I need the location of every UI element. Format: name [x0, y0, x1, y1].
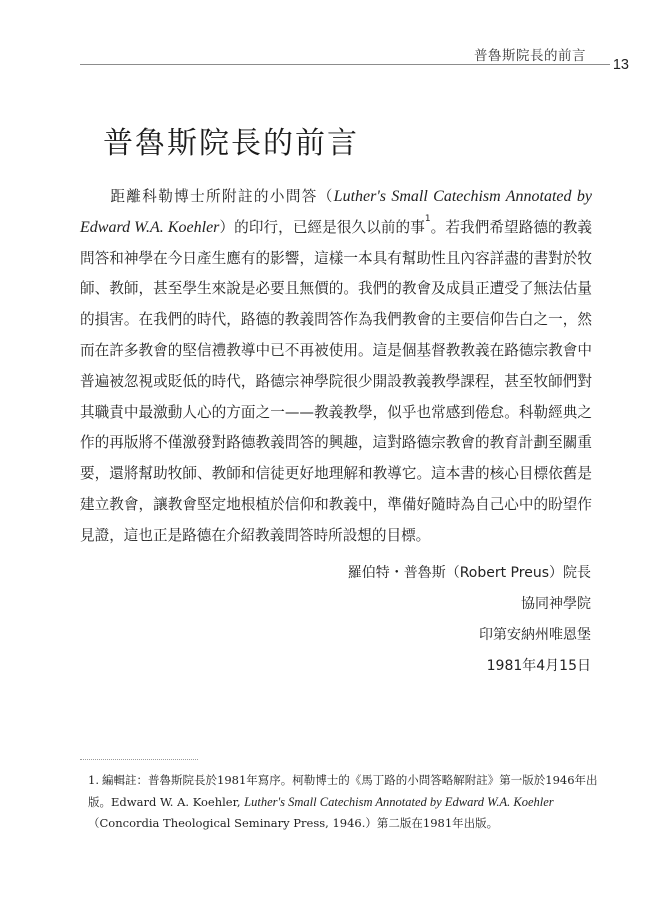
- footnote-book-title-italic: Luther's Small Catechism Annotated by Edward W.A. Koehler: [244, 794, 554, 809]
- running-header-title: 普魯斯院長的前言: [474, 48, 586, 64]
- footnote-text-part-1: 編輯註：普魯斯院長於1981年寫序。柯勒博士的《馬丁路的小問答略解附註》第一版於1946年出版。Edward W. A. Koehler,: [88, 773, 598, 809]
- header-rule: [80, 64, 610, 65]
- body-paragraph: [80, 182, 592, 552]
- footnote-text-part-2: （Concordia Theological Seminary Press, 1946.）第二版在1981年出版。: [88, 816, 499, 830]
- signature-date: 1981年4月15日: [486, 658, 591, 674]
- chapter-title: 普魯斯院長的前言: [103, 126, 359, 161]
- signature-name: 羅伯特・普魯斯（Robert Preus）院長: [347, 565, 591, 581]
- footnote-reference[interactable]: 1: [424, 213, 431, 224]
- body-text-part-1: 距離科勒博士所附註的小問答（: [109, 188, 334, 205]
- body-text-part-2: ）的印行，已經是很久以前的事: [219, 218, 425, 236]
- footnote-rule: [80, 759, 198, 760]
- signature-block: [348, 558, 591, 682]
- page-number: 13: [612, 57, 629, 73]
- footnote: [88, 770, 600, 835]
- signature-location: 印第安納州唯恩堡: [479, 627, 591, 643]
- footnote-number: 1.: [88, 773, 99, 787]
- body-text-part-3: 。若我們希望路德的教義問答和神學在今日產生應有的影響，這樣一本具有幫助性且內容詳盡的書對於牧師、教師，甚至學生來說是必要且無價的。我們的教會及成員正遭受了無法估量的損害。在我們的時代，路德的教義問答作為我們教會的主要信仰告白之一，然而在許多教會的堅信禮教導中已不再被使用。這是個基督教教義在路德宗教會中普遍被忽視或貶低的時代，路德宗神學院很少開設教義教學課程，甚至牧師們對其職責中最激動人心的方面之一——教義教學，似乎也常感到倦怠。科勒經典之作的再版將不僅激發對路德教義問答的興趣，這對路德宗教會的教育計劃至關重要，還將幫助牧師、教師和信徒更好地理解和教導它。這本書的核心目標依舊是建立教會，讓教會堅定地根植於信仰和教義中，準備好隨時為自己心中的盼望作見證，這也正是路德在介紹教義問答時所設想的目標。: [80, 218, 592, 544]
- signature-institution: 協同神學院: [521, 596, 591, 612]
- book-title-italic: Luther's Small Catechism Annotated by Edward W.A. Koehler: [80, 188, 592, 236]
